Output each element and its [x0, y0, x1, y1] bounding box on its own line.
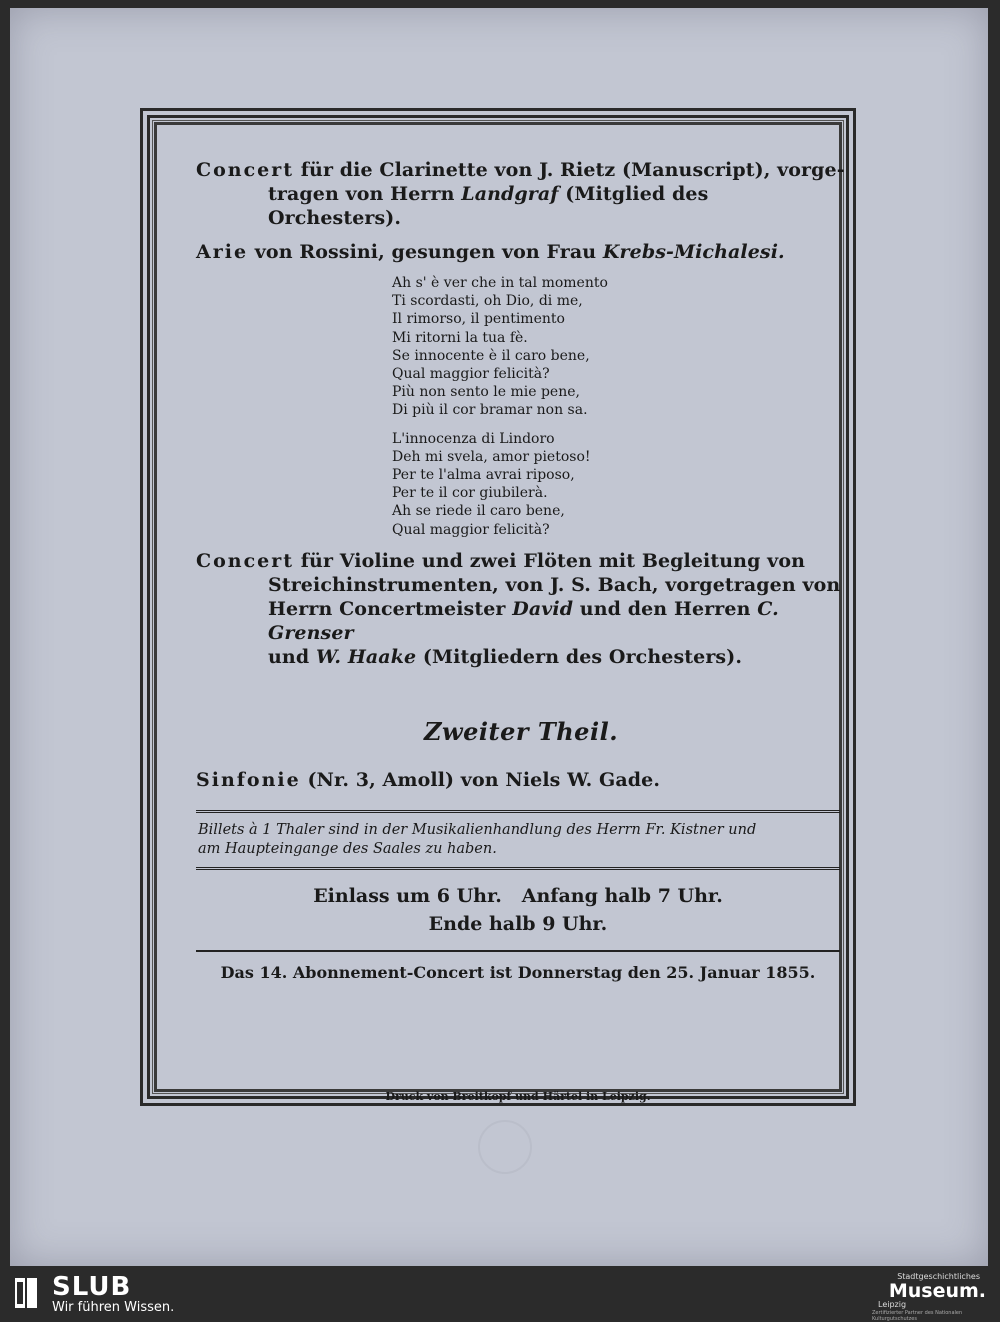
library-name[interactable]: SLUB: [52, 1272, 132, 1302]
poem-line: Se innocente è il caro bene,: [392, 347, 590, 364]
item3-line1: für Violine und zwei Flöten mit Begleitung von: [294, 549, 806, 572]
item1-lead: Concert: [196, 159, 295, 181]
item3-line4a: und: [268, 645, 316, 668]
museum-city: Leipzig: [878, 1300, 907, 1309]
item1-performer: Landgraf: [461, 183, 559, 205]
item3-performer1: David: [512, 597, 574, 620]
item1-line1: für die Clarinette von J. Rietz (Manuscript), vorge-: [294, 159, 845, 181]
ticket-line1: Billets à 1 Thaler sind in der Musikalienhandlung des Herrn Fr. Kistner und: [198, 821, 757, 838]
program-item-clarinet: [196, 158, 846, 230]
ticket-line2: am Haupteingange des Saales zu haben.: [198, 840, 497, 857]
museum-small-label: Stadtgeschichtliches: [897, 1272, 980, 1281]
aria-text: [392, 274, 846, 539]
item1-line2b: (Mitglied des Orchesters).: [268, 183, 709, 229]
poem-line: Ah se riede il caro bene,: [392, 503, 565, 520]
poem-line: Per te il cor giubilerà.: [392, 485, 548, 502]
item3-line3b: und den Herren: [573, 597, 758, 620]
embossed-stamp-icon: [478, 1120, 532, 1174]
poem-line: Per te l'alma avrai riposo,: [392, 467, 575, 484]
item3-line2: Streichinstrumenten, von J. S. Bach, vorgetragen von: [268, 573, 841, 596]
part-two-heading: Zweiter Theil.: [423, 716, 619, 746]
poem-line: Ah s' è ver che in tal momento: [392, 275, 608, 291]
item3-performer2: C. Grenser: [268, 597, 779, 644]
item1-line2a: tragen von Herrn: [268, 183, 462, 205]
footer-bar: [0, 1266, 1000, 1322]
program-item-symphony: [196, 768, 846, 792]
program-content: [196, 158, 846, 1103]
item3-line4b: (Mitgliedern des Orchesters).: [416, 645, 743, 668]
item4-lead: Sinfonie: [196, 768, 301, 791]
poem-line: Più non sento le mie pene,: [392, 384, 580, 401]
program-item-aria: [196, 240, 846, 264]
slub-book-icon: [14, 1276, 38, 1310]
poem-line: L'innocenza di Lindoro: [392, 430, 555, 447]
poem-stanza-1: [392, 274, 846, 420]
item4-line: (Nr. 3, Amoll) von Niels W. Gade.: [300, 768, 661, 791]
poem-line: Ti scordasti, oh Dio, di me,: [392, 293, 583, 310]
ticket-notice: [196, 813, 846, 867]
poem-stanza-2: [392, 430, 846, 539]
library-tagline: Wir führen Wissen.: [52, 1300, 175, 1315]
rule-bottom: [196, 867, 840, 870]
poem-line: Qual maggior felicità?: [392, 521, 550, 538]
poem-line: Deh mi svela, amor pietoso!: [392, 448, 591, 465]
times-line1: Einlass um 6 Uhr. Anfang halb 7 Uhr.: [313, 884, 723, 907]
item2-lead: Arie: [196, 241, 249, 263]
museum-logo[interactable]: Museum.: [888, 1280, 986, 1302]
times-block: [196, 882, 840, 938]
times-line2: Ende halb 9 Uhr.: [428, 912, 608, 935]
printer-imprint: Druck von Breitkopf und Härtel in Leipzig.: [385, 1089, 651, 1103]
item2-performer: Krebs-Michalesi.: [602, 241, 785, 263]
poem-line: Il rimorso, il pentimento: [392, 311, 565, 328]
poem-line: Qual maggior felicità?: [392, 366, 550, 383]
item2-line: von Rossini, gesungen von Frau: [248, 241, 603, 263]
poem-line: Di più il cor bramar non sa.: [392, 402, 588, 419]
item3-lead: Concert: [196, 549, 295, 572]
rule-single: [196, 950, 840, 952]
next-concert: Das 14. Abonnement-Concert ist Donnerstag den 25. Januar 1855.: [220, 962, 816, 982]
item3-line3a: Herrn Concertmeister: [268, 597, 513, 620]
museum-note: Zertifizierter Partner des Nationalen Kulturgutschutzes: [872, 1310, 963, 1322]
poem-line: Mi ritorni la tua fè.: [392, 329, 528, 346]
program-item-bach: [196, 549, 846, 669]
item3-performer3: W. Haake: [315, 645, 417, 668]
